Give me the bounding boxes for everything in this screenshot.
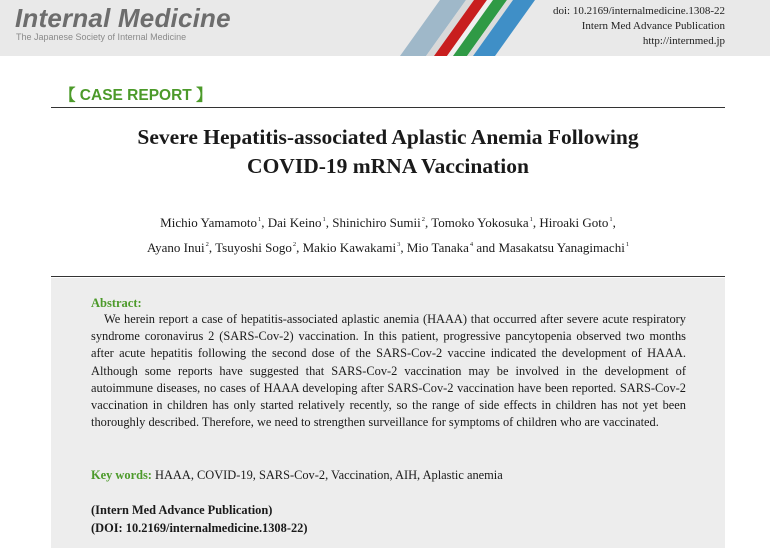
doi-line: doi: 10.2169/internalmedicine.1308-22 xyxy=(553,5,725,17)
author-name: Tomoko Yokosuka xyxy=(431,215,529,230)
author-name: Dai Keino xyxy=(267,215,322,230)
affiliation-mark: 1 xyxy=(322,216,326,223)
publication-info xyxy=(553,4,725,49)
affiliation-mark: 2 xyxy=(421,216,425,223)
author-list: Michio Yamamoto$^1$, Dai Keino$^1$, Shinichiro Sumii$^2$, Tomoko Yokosuka$^1$, Hiroaki Goto$^1$, Ayano Inui$^2$, Tsuyoshi Sogo$^2$, Makio Kawakami$^3$, Mio Tanaka$^4$ and Masakatsu Yanagimachi$^1$ xyxy=(146,215,630,255)
keywords-label: Key words: xyxy=(91,468,152,482)
title-line-1: Severe Hepatitis-associated Aplastic Anemia Following xyxy=(137,125,639,149)
affiliation-mark: 1 xyxy=(609,216,613,223)
decorative-stripes xyxy=(360,0,550,56)
society-name: The Japanese Society of Internal Medicine xyxy=(16,32,187,42)
affiliation-mark: 2 xyxy=(292,241,297,248)
section-label: 【 CASE REPORT 】 xyxy=(60,87,212,104)
author-name: Michio Yamamoto xyxy=(160,215,257,230)
publication-line: Intern Med Advance Publication xyxy=(581,20,725,32)
abstract-text: We herein report a case of hepatitis-associated aplastic anemia (HAAA) that occurred after severe acute respiratory syndrome coronavirus 2 (SARS-Cov-2) vaccination. In this patient, progressive pancytopenia observed two months after acute hepatitis following the second dose of the SARS-Cov-2 vaccine indicated the development of HAAA. Although some reports have suggested that SARS-Cov-2 vaccination may be involved in the development of autoimmune diseases, no cases of HAAA developing after SARS-Cov-2 vaccination have been reported. SARS-Cov-2 vaccination in children has only started relatively recently, so the range of side effects in children has not yet been thoroughly described. Therefore, we need to strengthen surveillance for symptoms of children who are vaccinated. xyxy=(91,312,686,430)
author-name: Masakatsu Yanagimachi xyxy=(498,240,625,255)
affiliation-mark: 4 xyxy=(469,241,474,248)
author-name: Hiroaki Goto xyxy=(539,215,609,230)
author-name: Shinichiro Sumii xyxy=(332,215,421,230)
doi-note: (DOI: 10.2169/internalmedicine.1308-22) xyxy=(91,520,308,535)
abstract-heading: Abstract: xyxy=(91,296,142,310)
divider xyxy=(51,107,725,108)
affiliation-mark: 1 xyxy=(257,216,262,223)
affiliation-mark: 3 xyxy=(397,241,401,248)
divider xyxy=(51,276,725,277)
title-line-2: COVID-19 mRNA Vaccination xyxy=(247,154,529,178)
author-name: Makio Kawakami xyxy=(302,240,397,255)
article-title xyxy=(51,123,725,181)
author-name: Ayano Inui xyxy=(146,240,205,255)
author-name: Mio Tanaka xyxy=(406,240,469,255)
affiliation-mark: 2 xyxy=(205,241,209,248)
affiliation-mark: 1 xyxy=(529,216,533,223)
publication-note xyxy=(91,502,307,537)
advance-publication-note: (Intern Med Advance Publication) xyxy=(91,503,273,517)
affiliation-mark: 1 xyxy=(625,241,630,248)
journal-title: Internal Medicine xyxy=(15,3,231,33)
keywords-list: HAAA, COVID-19, SARS-Cov-2, Vaccination, AIH, Aplastic anemia xyxy=(155,468,503,482)
keywords xyxy=(91,468,503,483)
journal-url[interactable]: http://internmed.jp xyxy=(642,35,725,47)
author-name: Tsuyoshi Sogo xyxy=(215,240,292,255)
